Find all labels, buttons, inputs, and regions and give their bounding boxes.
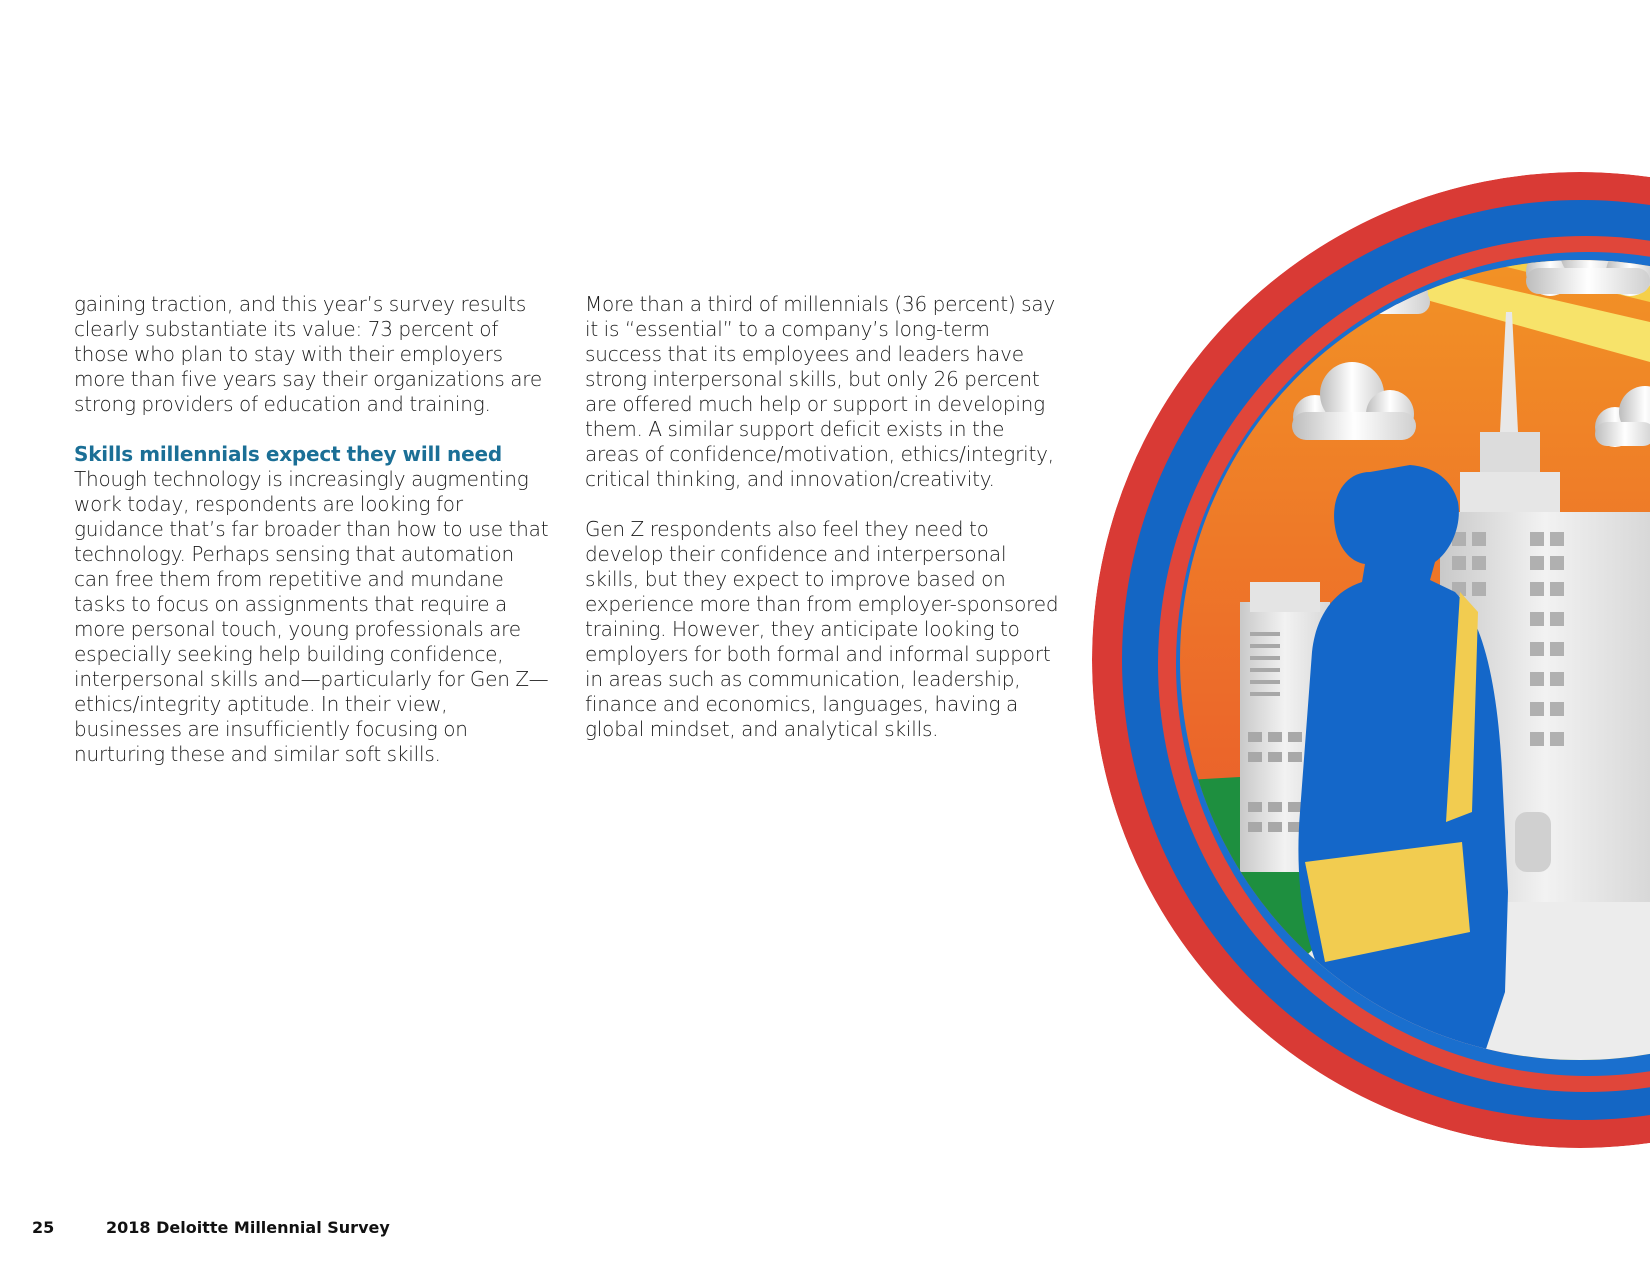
paragraph-1: More than a third of millennials (36 percent) say it is “essential” to a company’s long-term success that its employees and leaders have strong interpersonal skills, but only 26 percent are offered much help or support in developing them. A similar support deficit exists in the areas of confidence/motivation, ethics/integrity, critical thinking, and innovation/creativity. xyxy=(585,292,1056,491)
body-paragraph: Though technology is increasingly augmenting work today, respondents are looking for guidance that’s far broader than how to use that technology. Perhaps sensing that automation can free them from repetitive and mundane tasks to focus on assignments that require a more personal touch, young professionals are especially seeking help building confidence, interpersonal skills and—particularly for Gen Z—ethics/integrity aptitude. In their view, businesses are insufficiently focusing on nurturing these and similar soft skills. xyxy=(74,467,549,766)
paragraph-spacer xyxy=(585,492,1060,517)
right-column xyxy=(585,292,1060,742)
intro-paragraph: gaining traction, and this year’s survey results clearly substantiate its value: 73 percent of those who plan to stay with their employers more than five years say their organizations are strong providers of education and training. xyxy=(74,292,542,416)
publication-title: 2018 Deloitte Millennial Survey xyxy=(106,1218,390,1237)
section-subheading: Skills millennials expect they will need xyxy=(74,442,502,466)
left-column xyxy=(74,292,554,767)
paragraph-2: Gen Z respondents also feel they need to develop their confidence and interpersonal skills, but they expect to improve based on experience more than from employer-sponsored training. However, they anticipate looking to employers for both formal and informal support in areas such as communication, leadership, finance and economics, languages, having a global mindset, and analytical skills. xyxy=(585,517,1059,741)
city-illustration xyxy=(1090,172,1650,1148)
page-number: 25 xyxy=(32,1218,55,1237)
paragraph-spacer xyxy=(74,417,554,442)
